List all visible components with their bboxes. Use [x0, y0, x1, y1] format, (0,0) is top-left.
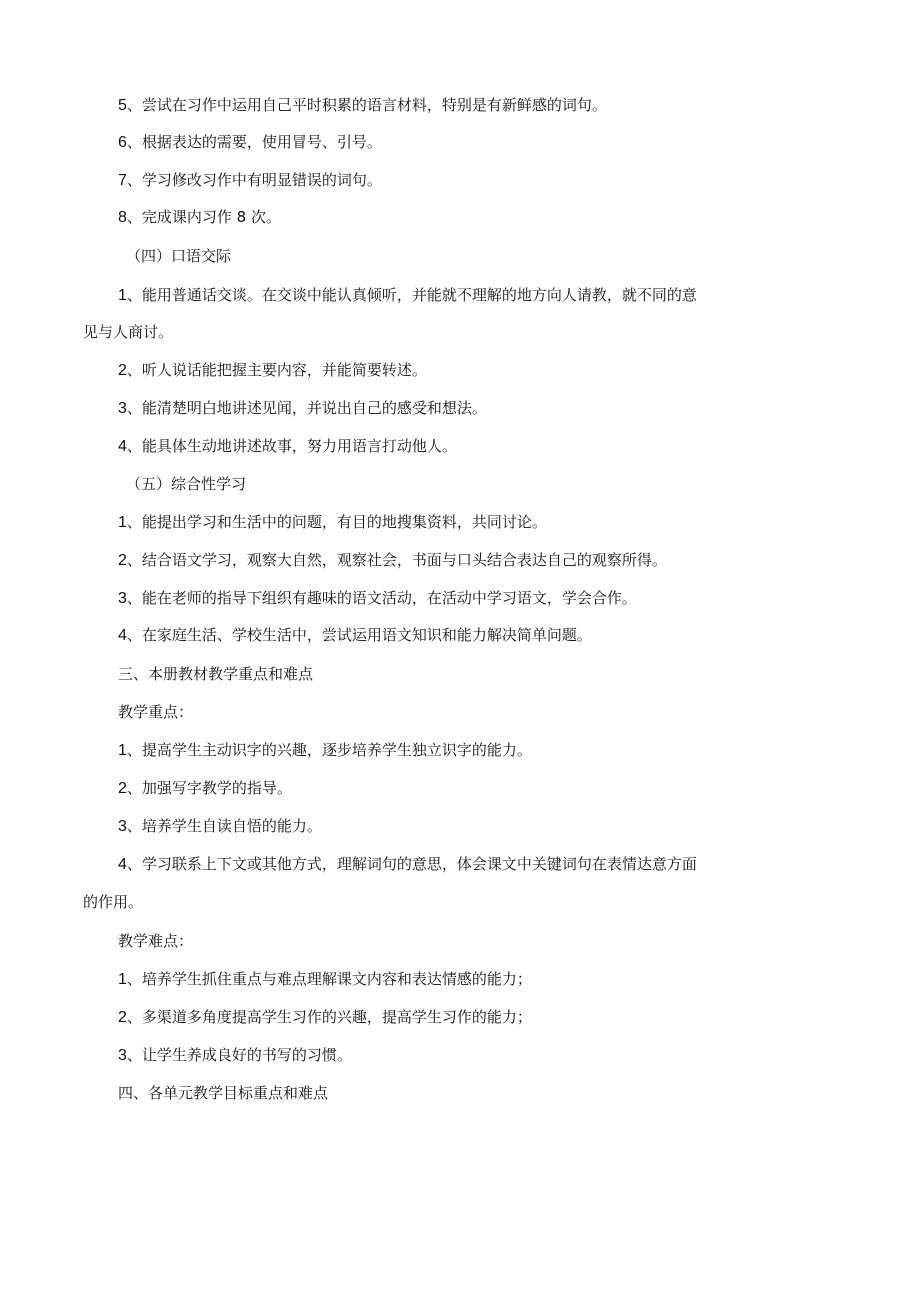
subsection-heading: [118, 702, 193, 723]
line-text: （四）口语交际: [126, 247, 232, 265]
line-text: 、多渠道多角度提高学生习作的兴趣，提高学生习作的能力；: [126, 1008, 532, 1026]
item-number: 3: [118, 590, 127, 607]
item-number: 3: [118, 1047, 127, 1064]
item-number: 4: [118, 438, 127, 455]
line-text: 四、各单元教学目标重点和难点: [118, 1084, 329, 1102]
line-text: 、听人说话能把握主要内容，并能简要转述。: [126, 361, 427, 379]
line-text: 的作用。: [83, 893, 144, 911]
item-number: 2: [118, 1009, 127, 1026]
text-line: [118, 550, 667, 571]
line-text: 、能用普通话交谈。在交谈中能认真倾听，并能就不理解的地方向人请教，就不同的意: [126, 286, 697, 304]
section-heading: [118, 664, 313, 685]
item-number: 1: [118, 514, 127, 531]
section-heading: [126, 246, 231, 267]
text-line: [118, 436, 457, 457]
text-line: [118, 740, 532, 761]
text-line: [118, 170, 382, 191]
line-text: （五）综合性学习: [126, 475, 247, 493]
text-line-continuation: [83, 892, 143, 913]
item-number: 1: [118, 742, 127, 759]
line-text: 三、本册教材教学重点和难点: [118, 665, 314, 683]
line-text: 教学难点：: [118, 932, 194, 950]
item-number: 7: [118, 172, 127, 189]
section-heading: [118, 1083, 328, 1104]
line-text: 、尝试在习作中运用自己平时积累的语言材料，特别是有新鲜感的词句。: [126, 96, 607, 114]
text-line: [118, 285, 697, 306]
line-text: 、根据表达的需要，使用冒号、引号。: [126, 133, 382, 151]
line-text: 、培养学生自读自悟的能力。: [126, 817, 322, 835]
line-text: 、能清楚明白地讲述见闻，并说出自己的感受和想法。: [126, 399, 487, 417]
line-text: 教学重点：: [118, 703, 194, 721]
text-line: [118, 132, 382, 153]
line-text: 、结合语文学习，观察大自然，观察社会，书面与口头结合表达自己的观察所得。: [126, 551, 667, 569]
line-text: 、学习联系上下文或其他方式，理解词句的意思，体会课文中关键词句在表情达意方面: [126, 855, 697, 873]
item-number: 3: [118, 818, 127, 835]
line-text: 、能提出学习和生活中的问题，有目的地搜集资料，共同讨论。: [126, 513, 547, 531]
line-text: 、能具体生动地讲述故事，努力用语言打动他人。: [126, 437, 457, 455]
item-number: 2: [118, 780, 127, 797]
item-number: 2: [118, 362, 127, 379]
line-text: 、让学生养成良好的书写的习惯。: [126, 1046, 352, 1064]
line-text: 、能在老师的指导下组织有趣味的语文活动，在活动中学习语文，学会合作。: [126, 589, 637, 607]
item-number: 8: [118, 209, 127, 226]
text-line-continuation: [83, 322, 173, 343]
text-line: [118, 778, 292, 799]
text-line: [118, 854, 697, 875]
item-number: 1: [118, 287, 127, 304]
line-text: 、提高学生主动识字的兴趣，逐步培养学生独立识字的能力。: [126, 741, 532, 759]
text-line: [118, 625, 592, 646]
item-number: 2: [118, 552, 127, 569]
text-line: [118, 512, 547, 533]
line-text: 、加强写字教学的指导。: [126, 779, 292, 797]
text-line: [118, 969, 532, 990]
item-number: 6: [118, 134, 127, 151]
line-text: 、学习修改习作中有明显错误的词句。: [126, 171, 382, 189]
text-line: [118, 816, 322, 837]
item-number: 1: [118, 971, 127, 988]
text-line: [118, 398, 487, 419]
text-line: [118, 588, 637, 609]
item-number: 4: [118, 856, 127, 873]
item-number: 4: [118, 627, 127, 644]
item-number: 3: [118, 400, 127, 417]
line-text: 见与人商讨。: [83, 323, 174, 341]
item-number: 5: [118, 97, 127, 114]
line-text: 、培养学生抓住重点与难点理解课文内容和表达情感的能力；: [126, 970, 532, 988]
text-line: [118, 207, 281, 228]
text-line: [118, 1007, 532, 1028]
subsection-heading: [118, 931, 193, 952]
section-heading: [126, 474, 246, 495]
line-text: 、在家庭生活、学校生活中，尝试运用语文知识和能力解决简单问题。: [126, 626, 592, 644]
line-text: 、完成课内习作 8 次。: [126, 208, 281, 226]
text-line: [118, 95, 607, 116]
text-line: [118, 360, 427, 381]
text-line: [118, 1045, 352, 1066]
